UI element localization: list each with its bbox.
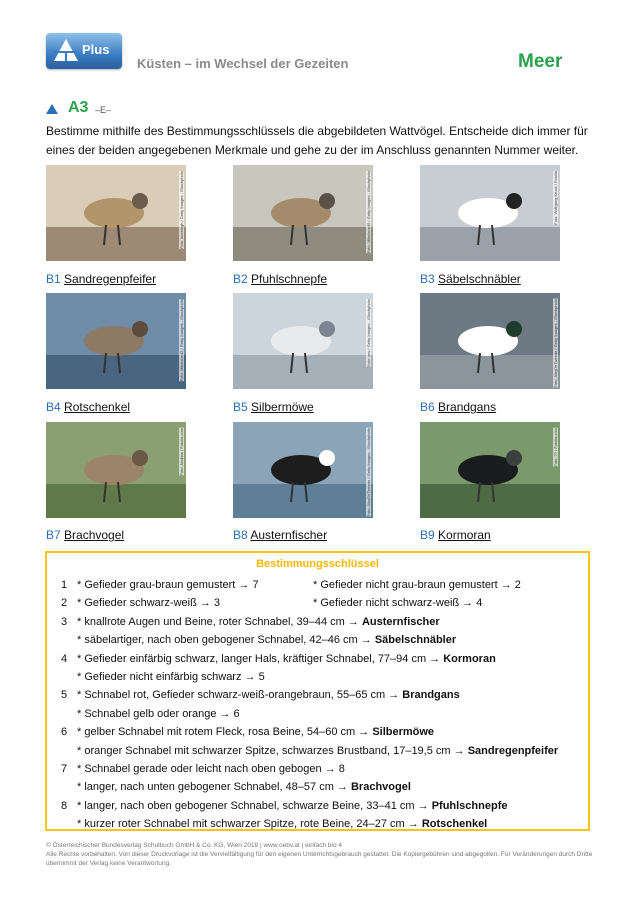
bird-number: B6 <box>420 400 435 414</box>
bird-number: B8 <box>233 528 248 542</box>
bird-name-link[interactable]: Brandgans <box>438 400 497 414</box>
key-option: * Gefieder schwarz-weiß → 3 <box>77 597 221 610</box>
key-option: * Gefieder grau-braun gemustert → 7 <box>77 579 259 591</box>
bird-photo-b7 <box>46 422 186 518</box>
key-option-alt: * Gefieder nicht grau-braun gemustert → 2 <box>313 579 521 591</box>
bird-caption-b2 <box>233 272 327 286</box>
bird-number: B9 <box>420 528 435 542</box>
bird-caption-b7 <box>46 528 124 542</box>
key-step-number: 4 <box>61 652 68 665</box>
key-step-number: 5 <box>61 689 68 702</box>
photo-credit: Foto: AlbyDeTweede / Getty Images - iStockphoto <box>553 299 558 388</box>
task-label: A3 <box>68 99 89 116</box>
key-option: * Gefieder einfärbig schwarz, langer Hals, kräftiger Schnabel, 77–94 cm → Kormoran <box>77 652 496 665</box>
level-triangle-icon <box>46 104 58 114</box>
key-option: * langer, nach oben gebogener Schnabel, schwarze Beine, 33–41 cm → Pfuhlschnepfe <box>77 799 508 812</box>
key-option: * langer, nach unten gebogener Schnabel, 48–57 cm → Brachvogel <box>77 781 411 794</box>
bird-photo-b8 <box>233 422 373 518</box>
key-result: Sandregenpfeifer <box>467 744 559 757</box>
key-option: * gelber Schnabel mit rotem Fleck, rosa Beine, 54–60 cm → Silbermöwe <box>77 726 435 739</box>
identification-key <box>45 551 590 831</box>
bird-caption-b4 <box>46 400 130 414</box>
key-step-number: 2 <box>61 597 68 610</box>
photo-credit: Foto: Mikelane45 / Getty Images - iStockphoto <box>366 171 371 254</box>
photo-credit: Foto: kneehigh / Getty Images - iStockphoto <box>179 171 184 250</box>
key-option-alt: * Gefieder nicht schwarz-weiß → 4 <box>313 597 483 610</box>
key-option: * Schnabel gerade oder leicht nach oben gebogen → 8 <box>77 763 345 775</box>
bird-caption-b9 <box>420 528 491 542</box>
key-result: Silbermöwe <box>372 726 435 739</box>
photo-credit: Foto: ?? / Fotolia.com <box>553 428 558 467</box>
bird-caption-b1 <box>46 272 156 286</box>
bird-name-link[interactable]: Rotschenkel <box>64 400 131 414</box>
chapter-title: Küsten – im Wechsel der Gezeiten <box>137 56 349 71</box>
key-option: * Schnabel gelb oder orange → 6 <box>77 707 240 720</box>
key-option: * Gefieder nicht einfärbig schwarz → 5 <box>77 671 265 683</box>
bird-photo-b3 <box>420 165 560 261</box>
bird-caption-b5 <box>233 400 314 414</box>
bird-number: B2 <box>233 272 248 286</box>
plus-logo <box>46 33 122 69</box>
bird-photo-b9 <box>420 422 560 518</box>
bird-name-link[interactable]: Silbermöwe <box>251 400 314 414</box>
photo-credit: Foto: Wolfgang Kruck / Fotolia <box>553 171 558 225</box>
key-title: Bestimmungsschlüssel <box>256 558 379 570</box>
task-instructions: Bestimme mithilfe des Bestimmungsschlüssels die abgebildeten Wattvögel. Entscheide dich immer für eines der beiden angegebenen Merkmale und gehe zu der im Anschluss genannten Nummer weiter. <box>46 124 588 157</box>
bird-photo-b1 <box>46 165 186 261</box>
bird-name-link[interactable]: Säbelschnäbler <box>438 272 521 286</box>
key-result: Pfuhlschnepfe <box>431 799 508 812</box>
bird-name-link[interactable]: Brachvogel <box>64 528 125 542</box>
key-result: Rotschenkel <box>421 818 488 831</box>
key-result: Kormoran <box>443 652 496 665</box>
bird-caption-b8 <box>233 528 327 542</box>
footer-line-1: © Österreichischer Bundesverlag Schulbuch GmbH & Co. KG, Wien 2019 | www.oebv.at | einfach bio 4 <box>46 842 342 849</box>
key-result: Brandgans <box>402 689 460 702</box>
photo-credit: Foto: imv / Getty Images - iStockphoto <box>366 299 371 368</box>
photo-credit: Foto: Andrew / Fotolia.com <box>179 428 184 476</box>
key-option: * knallrote Augen und Beine, roter Schnabel, 39–44 cm → Austernfischer <box>77 615 440 628</box>
task-level: –E– <box>95 105 112 115</box>
bird-number: B1 <box>46 272 61 286</box>
footer-line-2: Alle Rechte vorbehalten. Von dieser Druckvorlage ist die Vervielfältigung für den eigenen Unterrichtsgebrauch gestattet. Die Kopiergebühren sind abgegolten. Für Veränderungen durch Dritte übernimmt der Verlag keine Verantwortung. <box>46 851 593 867</box>
bird-caption-b6 <box>420 400 496 414</box>
bird-name-link[interactable]: Sandregenpfeifer <box>64 272 157 286</box>
bird-number: B3 <box>420 272 435 286</box>
key-result: Brachvogel <box>350 781 411 794</box>
key-option: * säbelartiger, nach oben gebogener Schnabel, 42–46 cm → Säbelschnäbler <box>77 634 457 647</box>
bird-photo-b5 <box>233 293 373 389</box>
key-result: Säbelschnäbler <box>374 634 457 647</box>
key-result: Austernfischer <box>361 615 440 628</box>
bird-number: B4 <box>46 400 61 414</box>
key-step-number: 8 <box>61 799 68 812</box>
bird-photo-b2 <box>233 165 373 261</box>
key-option: * oranger Schnabel mit schwarzer Spitze, schwarzes Brustband, 17–19,5 cm → Sandregenpfeifer <box>77 744 559 757</box>
bird-caption-b3 <box>420 272 521 286</box>
key-step-number: 7 <box>61 763 68 775</box>
bird-name-link[interactable]: Kormoran <box>438 528 491 542</box>
photo-credit: Foto: AlbyDeTweede / Getty Images - iStockphoto <box>366 428 371 517</box>
bird-name-link[interactable]: Austernfischer <box>250 528 328 542</box>
key-step-number: 1 <box>61 579 68 591</box>
key-option: * Schnabel rot, Gefieder schwarz-weiß-orangebraun, 55–65 cm → Brandgans <box>77 689 460 702</box>
key-step-number: 6 <box>61 726 68 739</box>
key-option: * kurzer roter Schnabel mit schwarzer Spitze, rote Beine, 24–27 cm → Rotschenkel <box>77 818 488 831</box>
logo-text: Plus <box>82 42 110 57</box>
bird-number: B7 <box>46 528 61 542</box>
subject-label: Meer <box>518 51 563 72</box>
bird-number: B5 <box>233 400 248 414</box>
photo-credit: Foto: Mikelane45 / Getty Images - iStockphoto <box>179 299 184 382</box>
bird-photo-b6 <box>420 293 560 389</box>
key-step-number: 3 <box>61 615 68 628</box>
copyright-footer <box>46 841 606 868</box>
bird-name-link[interactable]: Pfuhlschnepfe <box>251 272 328 286</box>
bird-photo-b4 <box>46 293 186 389</box>
